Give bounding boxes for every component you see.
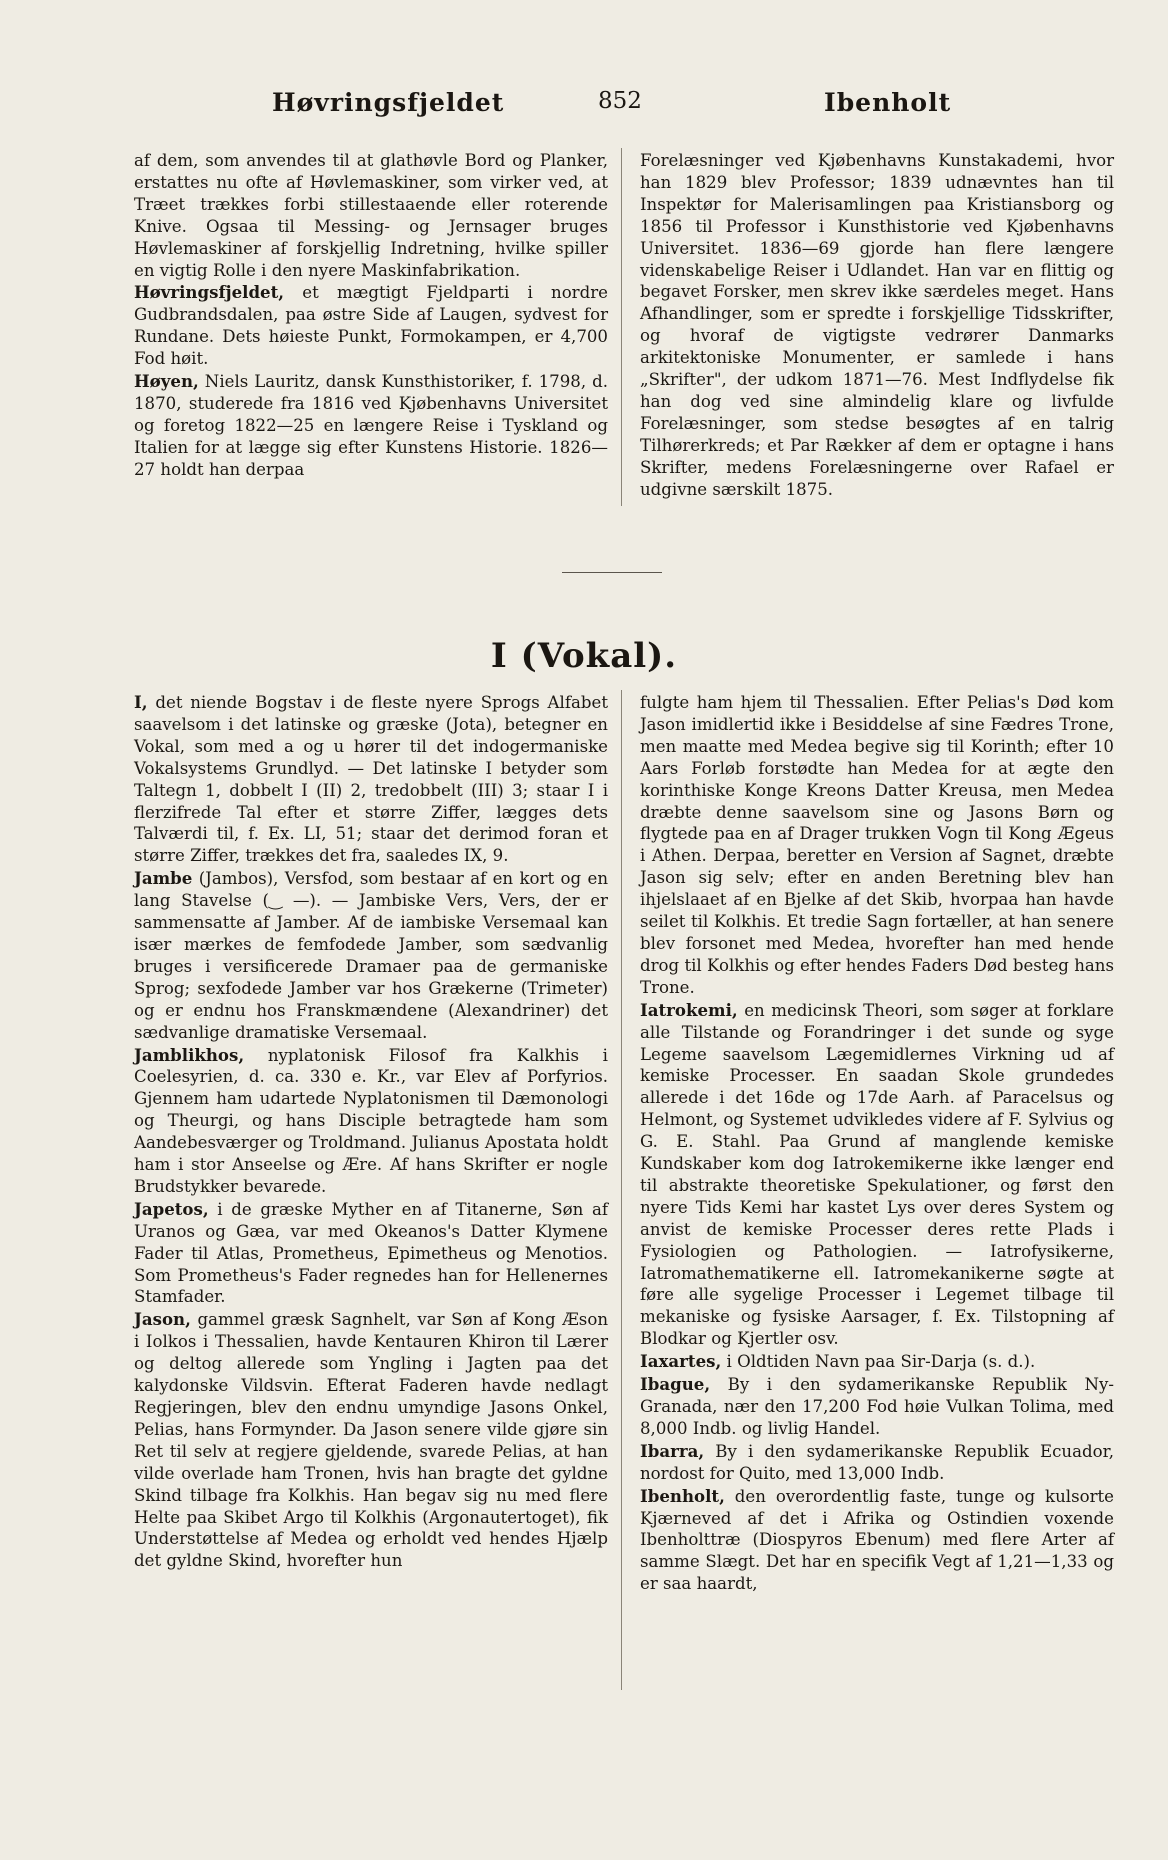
entry-text: By i den sydamerikanske Republik Ny-Granada, nær den 17,200 Fod høie Vulkan Tolima, med 8,000 Indb. og livlig Handel. [640, 1375, 1114, 1438]
entry-text: et mægtigt Fjeldparti i nordre Gudbrandsdalen, paa østre Side af Laugen, sydvest for Rundane. Dets høieste Punkt, Formokampen, er 4,700 Fod høit. [134, 283, 608, 369]
headword: Jason, [134, 1309, 191, 1330]
entry-jason [134, 1309, 608, 1572]
column-top-right [640, 150, 1114, 501]
entry-japetos [134, 1199, 608, 1309]
headword: Høvringsfjeldet, [134, 282, 285, 303]
headword: Jamblikhos, [134, 1044, 245, 1065]
entry-i [134, 692, 608, 867]
section-title: I (Vokal). [490, 636, 678, 676]
running-head-left: Høvringsfjeldet [272, 88, 505, 117]
headword: Ibenholt, [640, 1485, 725, 1506]
paragraph-continuation: fulgte ham hjem til Thessalien. Efter Pelias's Død kom Jason imidlertid ikke i Besiddelse af sine Fædres Trone, men maatte med Medea begive sig til Korinth; efter 10 Aars Forløb forstødte han Medea for at ægte den korinthiske Konge Kreons Datter Kreusa, men Medea dræbte denne saavelsom sine og Jasons Børn og flygtede paa en af Drager trukken Vogn til Kong Ægeus i Athen. Derpaa, beretter en Version af Sagnet, dræbte Jason sig selv; efter en anden Beretning blev han ihjelslaaet af en Bjelke af det Skib, hvorpaa han havde seilet til Kolkhis. Et tredie Sagn fortæller, at han senere blev forsonet med Medea, hvorefter han med hende drog til Kolkhis og efter hendes Faders Død besteg hans Trone. [640, 693, 1114, 997]
section-separator [562, 572, 662, 573]
headword: I, [134, 692, 148, 712]
entry-ibarra [640, 1441, 1114, 1485]
headword: Ibague, [640, 1374, 711, 1395]
headword: Jambe [134, 868, 193, 889]
entry-text: i de græske Myther en af Titanerne, Søn af Uranos og Gæa, var med Okeanos's Datter Klymene Fader til Atlas, Prometheus, Epimetheus og Menotios. Som Prometheus's Fader regnedes han for Hellenernes Stamfader. [134, 1199, 608, 1307]
headword: Iaxartes, [640, 1351, 722, 1372]
entry-text: en medicinsk Theori, som søger at forklare alle Tilstande og Forandringer i det sunde og syge Legeme saavelsom Lægemidlernes Virkning ud af kemiske Processer. En saadan Skole grundedes allerede i det 16de og 17de Aarh. af Paracelsus og Helmont, og Systemet udvikledes videre af F. Sylvius og G. E. Stahl. Paa Grund af manglende kemiske Kundskaber kom dog Iatrokemikerne ikke længer end til abstrakte theoretiske Spekulationer, og først den nyere Tids Kemi har kastet Lys over deres System og anvist de kemiske Processer deres rette Plads i Fysiologien og Pathologien. — Iatrofysikerne, Iatromathematikerne ell. Iatromekanikerne søgte at føre alle sygelige Processer i Legemet tilbage til mekaniske og fysiske Aarsager, f. Ex. Tilstopning af Blodkar og Kjertler osv. [640, 1000, 1114, 1349]
entry-text: i Oldtiden Navn paa Sir-Darja (s. d.). [726, 1352, 1036, 1372]
column-bottom-left [134, 692, 608, 1572]
headword: Iatrokemi, [640, 999, 738, 1020]
entry-jamblikhos [134, 1045, 608, 1198]
entry-iaxartes [640, 1351, 1114, 1373]
entry-text: By i den sydamerikanske Republik Ecuador, nordost for Quito, med 13,000 Indb. [640, 1441, 1114, 1483]
column-top-left [134, 150, 608, 481]
entry-text: Niels Lauritz, dansk Kunsthistoriker, f. 1798, d. 1870, studerede fra 1816 ved Kjøbenhavns Universitet og foretog 1822—25 en længere Reise i Tyskland og Italien for at lægge sig efter Kunstens Historie. 1826—27 holdt han derpaa [134, 372, 608, 479]
entry-text: det niende Bogstav i de fleste nyere Sprogs Alfabet saavelsom i det latinske og græske (Jota), betegner en Vokal, som med a og u hører til det indogermaniske Vokalsystems Grundlyd. — Det latinske I betyder som Taltegn 1, dobbelt I (II) 2, tredobbelt (III) 3; staar I i flerzifrede Tal efter et større Ziffer, lægges dets Talværdi til, f. Ex. LI, 51; staar det derimod foran et større Ziffer, trækkes det fra, saaledes IX, 9. [134, 693, 608, 866]
entry-iatrokemi [640, 1000, 1114, 1351]
entry-hovringsfjeldet [134, 282, 608, 370]
entry-jambe [134, 868, 608, 1043]
entry-text: nyplatonisk Filosof fra Kalkhis i Coelesyrien, d. ca. 330 e. Kr., var Elev af Porfyrios. Gjennem ham udartede Nyplatonismen til Dæmonologi og Theurgi, og hans Disciple betragtede ham som Aandebesværger og Troldmand. Julianus Apostata holdt ham i stor Anseelse og Ære. Af hans Skrifter er nogle Brudstykker bevarede. [134, 1045, 608, 1196]
running-head-right: Ibenholt [824, 88, 952, 117]
page-number: 852 [598, 88, 642, 114]
entry-hoyen [134, 371, 608, 481]
headword: Japetos, [134, 1198, 209, 1219]
entry-text: den overordentlig faste, tunge og kulsorte Kjærneved af det i Afrika og Ostindien voxende Ibenholttræ (Diospyros Ebenum) med flere Arter af samme Slægt. Det har en specifik Vegt af 1,21—1,33 og er saa haardt, [640, 1486, 1114, 1594]
entry-ibague [640, 1374, 1114, 1440]
headword: Høyen, [134, 371, 199, 392]
entry-ibenholt [640, 1486, 1114, 1596]
entry-text: gammel græsk Sagnhelt, var Søn af Kong Æson i Iolkos i Thessalien, havde Kentauren Khiron til Lærer og deltog allerede som Yngling i Jagten paa det kalydonske Vildsvin. Efterat Faderen havde nedlagt Regjeringen, blev den endnu umyndige Jasons Onkel, Pelias, hans Formynder. Da Jason senere vilde gjøre sin Ret til selv at regjere gjeldende, svarede Pelias, at han vilde overlade ham Tronen, hvis han bragte det gyldne Skind tilbage fra Kolkhis. Han begav sig nu med flere Helte paa Skibet Argo til Kolkhis (Argonautertoget), fik Understøttelse af Medea og erholdt ved hendes Hjælp det gyldne Skind, hvorefter hun [134, 1310, 609, 1571]
entry-text: (Jambos), Versfod, som bestaar af en kort og en lang Stavelse (‿ —). — Jambiske Vers, Vers, der er sammensatte af Jamber. Af de iambiske Versemaal kan især mærkes de femfodede Jamber, som sædvanlig bruges i versificerede Dramaer paa de germaniske Sprog; sexfodede Jamber var hos Grækerne (Trimeter) og er endnu hos Franskmændene (Alexandriner) det sædvanlige dramatiske Versemaal. [134, 869, 609, 1042]
column-bottom-right [640, 692, 1114, 1595]
paragraph-continuation: af dem, som anvendes til at glathøvle Bord og Planker, erstattes nu ofte af Høvlemaskiner, som virker ved, at Træet trækkes forbi stillestaaende eller roterende Knive. Ogsaa til Messing- og Jernsager bruges Høvlemaskiner af forskjellig Indretning, hvilke spiller en vigtig Rolle i den nyere Maskinfabrikation. [134, 151, 608, 280]
column-divider-top [621, 148, 622, 506]
paragraph-continuation: Forelæsninger ved Kjøbenhavns Kunstakademi, hvor han 1829 blev Professor; 1839 udnævntes han til Inspektør for Malerisamlingen paa Kristiansborg og 1856 til Professor i Kunsthistorie ved Kjøbenhavns Universitet. 1836—69 gjorde han flere længere videnskabelige Reiser i Udlandet. Han var en flittig og begavet Forsker, men skrev ikke særdeles meget. Hans Afhandlinger, som er spredte i forskjellige Tidsskrifter, og hvoraf de vigtigste vedrører Danmarks arkitektoniske Monumenter, er samlede i hans „Skrifter", der udkom 1871—76. Mest Indflydelse fik han dog ved sine almindelig klare og livfulde Forelæsninger, som stedse besøgtes af en talrig Tilhørerkreds; et Par Rækker af dem er optagne i hans Skrifter, medens Forelæsningerne over Rafael er udgivne særskilt 1875. [640, 151, 1114, 499]
headword: Ibarra, [640, 1440, 705, 1461]
column-divider-bottom [621, 690, 622, 1690]
